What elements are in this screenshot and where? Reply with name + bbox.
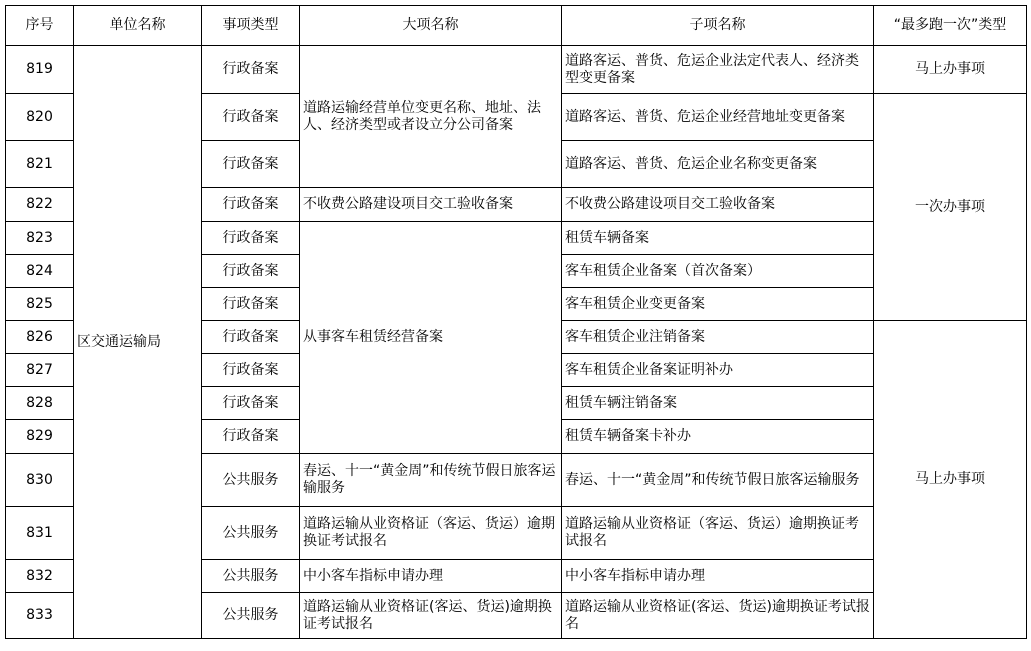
type-cell: 行政备案 bbox=[202, 94, 300, 141]
run-type-cell: 马上办事项 bbox=[874, 46, 1027, 94]
sub-cell: 春运、十一“黄金周”和传统节假日旅客运输服务 bbox=[562, 454, 874, 507]
type-cell: 公共服务 bbox=[202, 507, 300, 560]
seq-cell: 821 bbox=[6, 141, 74, 188]
sub-cell: 中小客车指标申请办理 bbox=[562, 560, 874, 593]
major-cell: 道路运输经营单位变更名称、地址、法人、经济类型或者设立分公司备案 bbox=[300, 46, 562, 188]
type-cell: 公共服务 bbox=[202, 593, 300, 639]
sub-cell: 道路运输从业资格证（客运、货运）逾期换证考试报名 bbox=[562, 507, 874, 560]
major-cell: 从事客车租赁经营备案 bbox=[300, 222, 562, 454]
seq-cell: 822 bbox=[6, 188, 74, 222]
type-cell: 公共服务 bbox=[202, 454, 300, 507]
seq-cell: 827 bbox=[6, 354, 74, 387]
header-seq: 序号 bbox=[6, 6, 74, 46]
sub-cell: 道路客运、普货、危运企业法定代表人、经济类型变更备案 bbox=[562, 46, 874, 94]
seq-cell: 824 bbox=[6, 255, 74, 288]
major-cell: 道路运输从业资格证(客运、货运)逾期换证考试报名 bbox=[300, 593, 562, 639]
type-cell: 行政备案 bbox=[202, 141, 300, 188]
seq-cell: 833 bbox=[6, 593, 74, 639]
type-cell: 行政备案 bbox=[202, 420, 300, 454]
seq-cell: 823 bbox=[6, 222, 74, 255]
type-cell: 行政备案 bbox=[202, 46, 300, 94]
sub-cell: 道路运输从业资格证(客运、货运)逾期换证考试报名 bbox=[562, 593, 874, 639]
sub-cell: 不收费公路建设项目交工验收备案 bbox=[562, 188, 874, 222]
sub-cell: 客车租赁企业变更备案 bbox=[562, 288, 874, 321]
header-unit: 单位名称 bbox=[74, 6, 202, 46]
seq-cell: 832 bbox=[6, 560, 74, 593]
matter-table bbox=[5, 5, 1027, 639]
type-cell: 行政备案 bbox=[202, 188, 300, 222]
major-cell: 道路运输从业资格证（客运、货运）逾期换证考试报名 bbox=[300, 507, 562, 560]
header-type: 事项类型 bbox=[202, 6, 300, 46]
type-cell: 行政备案 bbox=[202, 222, 300, 255]
type-cell: 行政备案 bbox=[202, 288, 300, 321]
type-cell: 公共服务 bbox=[202, 560, 300, 593]
type-cell: 行政备案 bbox=[202, 321, 300, 354]
run-type-cell: 一次办事项 bbox=[874, 94, 1027, 321]
header-run-type: “最多跑一次”类型 bbox=[874, 6, 1027, 46]
unit-cell: 区交通运输局 bbox=[74, 46, 202, 639]
seq-cell: 831 bbox=[6, 507, 74, 560]
type-cell: 行政备案 bbox=[202, 387, 300, 420]
major-cell: 春运、十一“黄金周”和传统节假日旅客运输服务 bbox=[300, 454, 562, 507]
sub-cell: 客车租赁企业注销备案 bbox=[562, 321, 874, 354]
seq-cell: 829 bbox=[6, 420, 74, 454]
header-major: 大项名称 bbox=[300, 6, 562, 46]
table-row bbox=[6, 46, 1027, 94]
sub-cell: 租赁车辆备案 bbox=[562, 222, 874, 255]
sub-cell: 道路客运、普货、危运企业经营地址变更备案 bbox=[562, 94, 874, 141]
header-row bbox=[6, 6, 1027, 46]
sub-cell: 客车租赁企业备案（首次备案） bbox=[562, 255, 874, 288]
seq-cell: 828 bbox=[6, 387, 74, 420]
header-sub: 子项名称 bbox=[562, 6, 874, 46]
sub-cell: 租赁车辆注销备案 bbox=[562, 387, 874, 420]
seq-cell: 820 bbox=[6, 94, 74, 141]
seq-cell: 826 bbox=[6, 321, 74, 354]
seq-cell: 819 bbox=[6, 46, 74, 94]
sub-cell: 客车租赁企业备案证明补办 bbox=[562, 354, 874, 387]
major-cell: 中小客车指标申请办理 bbox=[300, 560, 562, 593]
major-cell: 不收费公路建设项目交工验收备案 bbox=[300, 188, 562, 222]
sub-cell: 租赁车辆备案卡补办 bbox=[562, 420, 874, 454]
type-cell: 行政备案 bbox=[202, 354, 300, 387]
seq-cell: 825 bbox=[6, 288, 74, 321]
seq-cell: 830 bbox=[6, 454, 74, 507]
type-cell: 行政备案 bbox=[202, 255, 300, 288]
sub-cell: 道路客运、普货、危运企业名称变更备案 bbox=[562, 141, 874, 188]
run-type-cell: 马上办事项 bbox=[874, 321, 1027, 639]
